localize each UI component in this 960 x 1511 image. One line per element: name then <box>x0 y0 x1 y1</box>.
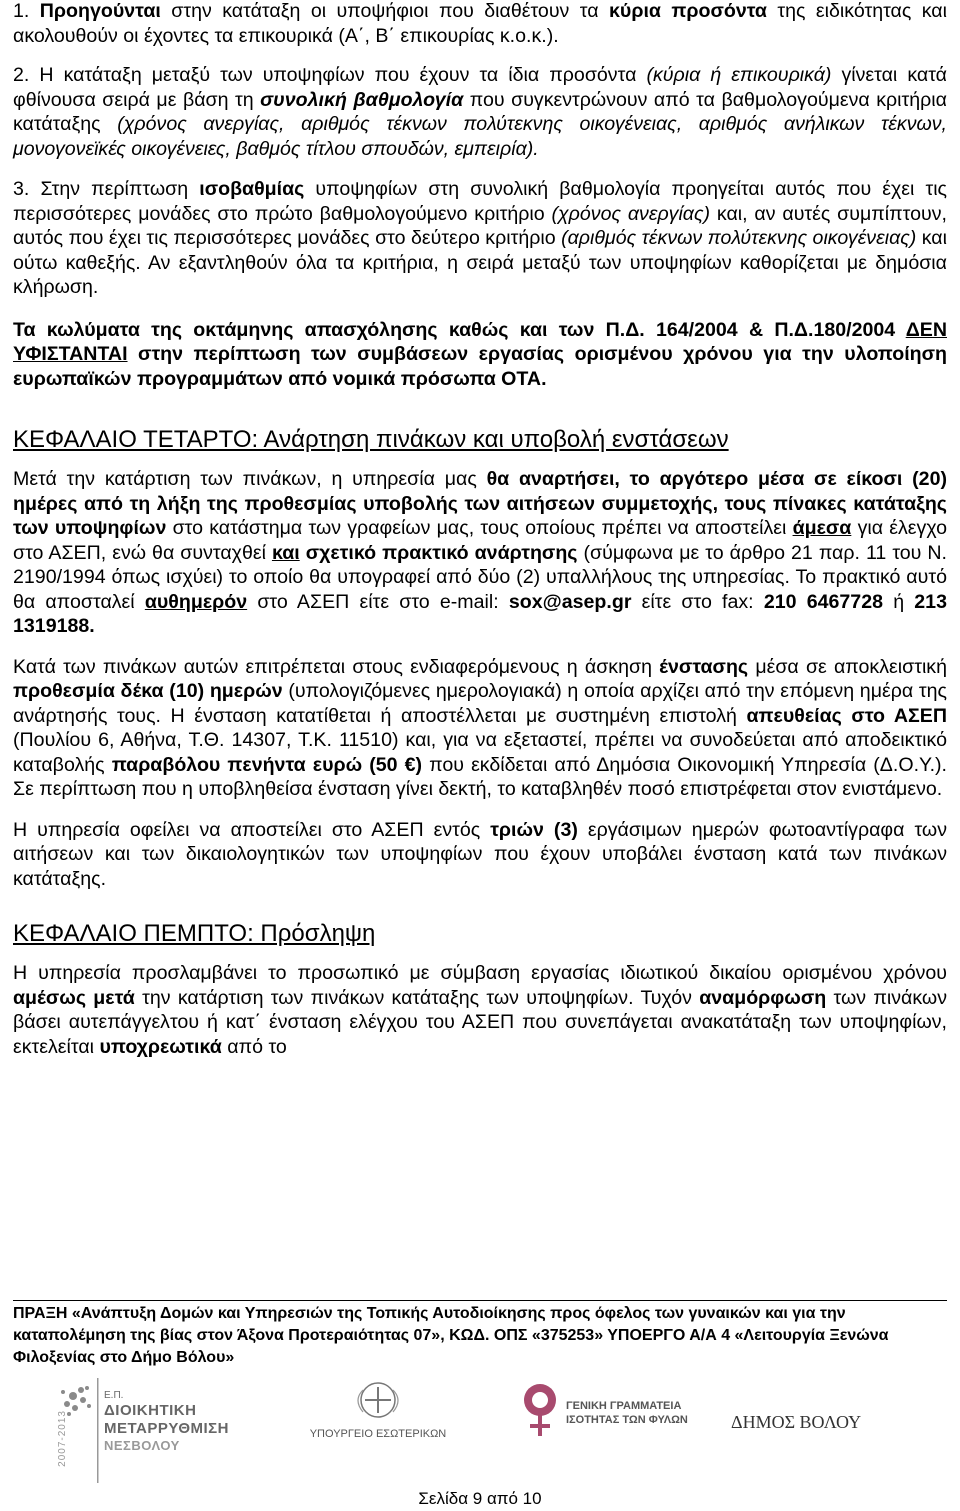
text: για έλεγχο στο ΑΣΕΠ, ενώ θα συνταχθεί <box>13 517 947 564</box>
text: από το <box>221 1035 287 1058</box>
text: που εκδίδεται από Δημόσια Οικονομική Υπηρεσία (Δ.Ο.Υ.). Σε περίπτωση που η υποβληθείσα ένσταση γίνει δεκτή, το καταβληθέν ποσό επιστρέφεται στον ενιστάμενο. <box>13 753 947 800</box>
bold-text: θα αναρτήσει, το αργότερο μέσα σε είκοσι (20) ημέρες από τη λήξη της προθεσμίας υποβολής των αιτήσεων συμμετοχής, τους πίνακες κατάταξης των υποψηφίων <box>13 468 947 539</box>
administrative-reform-logo <box>53 1376 229 1486</box>
bold-italic-text: συνολική βαθμολογία <box>260 88 464 111</box>
logo-line-2: ΜΕΤΑΡΡΥΘΜΙΣΗ <box>104 1420 229 1437</box>
bold-text: απευθείας στο ΑΣΕΠ <box>746 704 948 727</box>
italic-text: (χρόνος ανεργίας) <box>551 202 711 225</box>
bold-text: σχετικό πρακτικό ανάρτησης <box>305 541 578 564</box>
text: ή <box>883 590 915 613</box>
bold-text: προθεσμία δέκα (10) ημερών <box>13 680 283 702</box>
fax-number: 210 6467728 <box>763 590 883 613</box>
secretariat-line-1: ΓΕΝΙΚΗ ΓΡΑΜΜΑΤΕΙΑ <box>566 1400 682 1412</box>
bold-text: κύρια προσόντα <box>609 0 767 22</box>
text: στην κατάταξη οι υποψήφιοι που διαθέτουν τα <box>160 0 609 22</box>
logo-line-1: ΔΙΟΙΚΗΤΙΚΗ <box>104 1402 197 1419</box>
greek-emblem-icon <box>283 1378 473 1424</box>
text: μέσα σε αποκλειστική <box>748 655 947 678</box>
text: Στην περίπτωση <box>40 178 200 200</box>
bold-text: υποχρεωτικά <box>99 1035 222 1058</box>
text: της ειδικότητας και ακολουθούν οι έχοντες τα επικουρικά (Α΄, Β΄ επικουρίας κ.ο.κ.). <box>13 0 947 47</box>
bold-text: ένστασης <box>659 655 749 678</box>
text: Η υπηρεσία οφείλει να αποστείλει στο ΑΣΕΠ εντός <box>13 818 491 841</box>
text: και ούτω καθεξής. Αν εξαντληθούν όλα τα κριτήρια, η σειρά μεταξύ των υποψηφίων καθορίζεται με δημόσια κλήρωση. <box>13 227 947 298</box>
page-number: Σελίδα 9 από 10 <box>418 1489 542 1508</box>
text: γίνεται κατά φθίνουσα σειρά με βάση τη <box>13 64 948 111</box>
document-page <box>13 0 947 1059</box>
criteria-item-3 <box>13 177 947 300</box>
gender-equality-icon <box>518 1378 568 1448</box>
text: που συγκεντρώνουν από τα βαθμολογούμενα κριτήρια κατάταξης <box>13 88 947 135</box>
bold-text: Προηγούνται <box>39 0 161 22</box>
ministry-of-interior-logo <box>283 1378 473 1468</box>
item-number: 2. <box>13 64 30 86</box>
text: Η κατάταξη μεταξύ των υποψηφίων που έχουν τα ίδια προσόντα <box>39 64 647 86</box>
text: Κατά των πινάκων αυτών επιτρέπεται στους ενδιαφερόμενους η άσκηση <box>13 655 660 678</box>
logo-years: 2007-2013 <box>57 1410 68 1467</box>
chapter-5-title: ΚΕΦΑΛΑΙΟ ΠΕΜΠΤΟ: Πρόσληψη <box>13 920 376 947</box>
text: Μετά την κατάρτιση των πινάκων, η υπηρεσία μας <box>13 468 487 490</box>
chapter-4-paragraph-2 <box>13 655 947 802</box>
chapter-4-title: ΚΕΦΑΛΑΙΟ ΤΕΤΑΡΤΟ: Ανάρτηση πινάκων και υποβολή ενστάσεων <box>13 426 729 453</box>
fax-number: 213 1319188. <box>13 590 947 637</box>
italic-text: (αριθμός τέκνων πολύτεκνης οικογένειας) <box>561 227 917 249</box>
bold-text: αναμόρφωση <box>699 986 827 1009</box>
ministry-name: ΥΠΟΥΡΓΕΙΟ ΕΣΩΤΕΡΙΚΩΝ <box>309 1428 447 1440</box>
text: των πινάκων βάσει αυτεπάγγελτου ή κατ΄ ένσταση ελέγχου του ΑΣΕΠ που συνεπάγεται ανακατάταξη των υποψηφίων, εκτελείται <box>13 986 948 1058</box>
item-number: 1. <box>13 0 30 22</box>
program-footer: ΠΡΑΞΗ «Ανάπτυξη Δομών και Υπηρεσιών της Τοπικής Αυτοδιοίκησης προς όφελος των γυναικών και για την καταπολέμηση της βίας στον Άξονα Προτεραιότητας 07», ΚΩΔ. ΟΠΣ «375253» ΥΠΟΕΡΓΟ Α/Α 4 «Λειτουργία Ξενώνα Φιλοξενίας στο Δήμο Βόλου» <box>13 1300 947 1369</box>
text: υποψηφίων στη συνολική βαθμολογία προηγείται αυτός που έχει τις περισσότερες μονάδες στο πρώτο βαθμολογούμενο κριτήριο <box>13 178 947 225</box>
text: στο ΑΣΕΠ είτε στο e-mail: <box>247 590 509 613</box>
italic-text: (κύρια ή επικουρικά) <box>646 64 832 86</box>
text: Τα κωλύματα της οκτάμηνης απασχόλησης καθώς και των Π.Δ. 164/2004 & Π.Δ.180/2004 <box>13 318 906 341</box>
logo-line-3: ΝΕΣΒΟΛΟΥ <box>104 1438 180 1453</box>
text: στο κατάστημα των γραφείων μας, τους οποίους πρέπει να αποστείλει <box>166 517 793 539</box>
bold-text: αμέσως μετά <box>13 986 135 1009</box>
bold-text: τριών (3) <box>490 818 578 841</box>
chapter-5-paragraph-1 <box>13 961 947 1059</box>
municipality-of-volos-logo: ΔΗΜΟΣ ΒΟΛΟΥ <box>731 1412 862 1432</box>
bold-underlined-text: άμεσα <box>792 517 852 539</box>
secretariat-line-2: ΙΣΟΤΗΤΑΣ ΤΩΝ ΦΥΛΩΝ <box>566 1414 688 1426</box>
chapter-4-paragraph-3 <box>13 818 947 892</box>
text: εργάσιμων ημερών φωτοαντίγραφα των αιτήσεων και των δικαιολογητικών των υποψηφίων που έχουν υποβάλει ένσταση κατά των πινάκων κατάταξης. <box>13 818 948 890</box>
italic-text: (χρόνος ανεργίας, αριθμός τέκνων πολύτεκνης οικογένειας, αριθμός ανήλικων τέκνων, μονογονεϊκές οικογένειες, βαθμός τίτλου σπουδών, εμπειρία). <box>13 113 947 160</box>
text: και, αν αυτές συμπίπτουν, αυτός που έχει τις περισσότερες μονάδες στο δεύτερο κριτήριο <box>13 202 947 249</box>
bold-underlined-text: και <box>271 541 300 564</box>
bold-text: παραβόλου πενήντα ευρώ (50 €) <box>111 753 423 776</box>
criteria-item-2 <box>13 63 947 161</box>
criteria-item-1 <box>13 0 947 48</box>
text: είτε στο fax: <box>631 590 764 613</box>
bold-text: ισοβαθμίας <box>199 178 305 200</box>
item-number: 3. <box>13 178 30 200</box>
text: (υπολογιζόμενες ημερολογιακά) η οποία αρχίζει από την επόμενη ημέρα της ανάρτησής τους. Η ένσταση κατατίθεται ή αποστέλλεται με συστημένη επιστολή <box>13 680 947 727</box>
chapter-4-paragraph-1 <box>13 467 947 639</box>
email-link[interactable]: sox@asep.gr <box>508 590 632 613</box>
text: Η υπηρεσία προσλαμβάνει το προσωπικό με σύμβαση εργασίας ιδιωτικού δικαίου ορισμένου χρόνου <box>13 962 947 984</box>
underlined-text: ΔΕΝ ΥΦΙΣΤΑΝΤΑΙ <box>13 318 947 365</box>
logo-ep: Ε.Π. <box>104 1390 124 1401</box>
text: (Πουλίου 6, Αθήνα, Τ.Θ. 14307, Τ.Κ. 11510) και, για να εξεταστεί, πρέπει να συνοδεύεται από αποδεικτικό καταβολής <box>13 729 947 776</box>
bold-underlined-text: αυθημερόν <box>144 590 248 613</box>
gender-equality-logo <box>518 1378 698 1468</box>
text: (σύμφωνα με το άρθρο 21 παρ. 11 του Ν. 2190/1994 όπως ισχύει) το οποίο θα υπογραφεί από δύο (2) υπαλλήλους της υπηρεσίας. Το πρακτικό αυτό θα αποσταλεί <box>13 541 947 613</box>
exemption-notice <box>13 318 947 392</box>
text: την κατάρτιση των πινάκων κατάταξης των υποψηφίων. Τυχόν <box>134 986 700 1009</box>
text: στην περίπτωση των συμβάσεων εργασίας ορισμένου χρόνου για την υλοποίηση ευρωπαϊκών προγραμμάτων από νομικά πρόσωπα ΟΤΑ. <box>13 343 947 390</box>
footer-logos <box>13 1372 947 1487</box>
